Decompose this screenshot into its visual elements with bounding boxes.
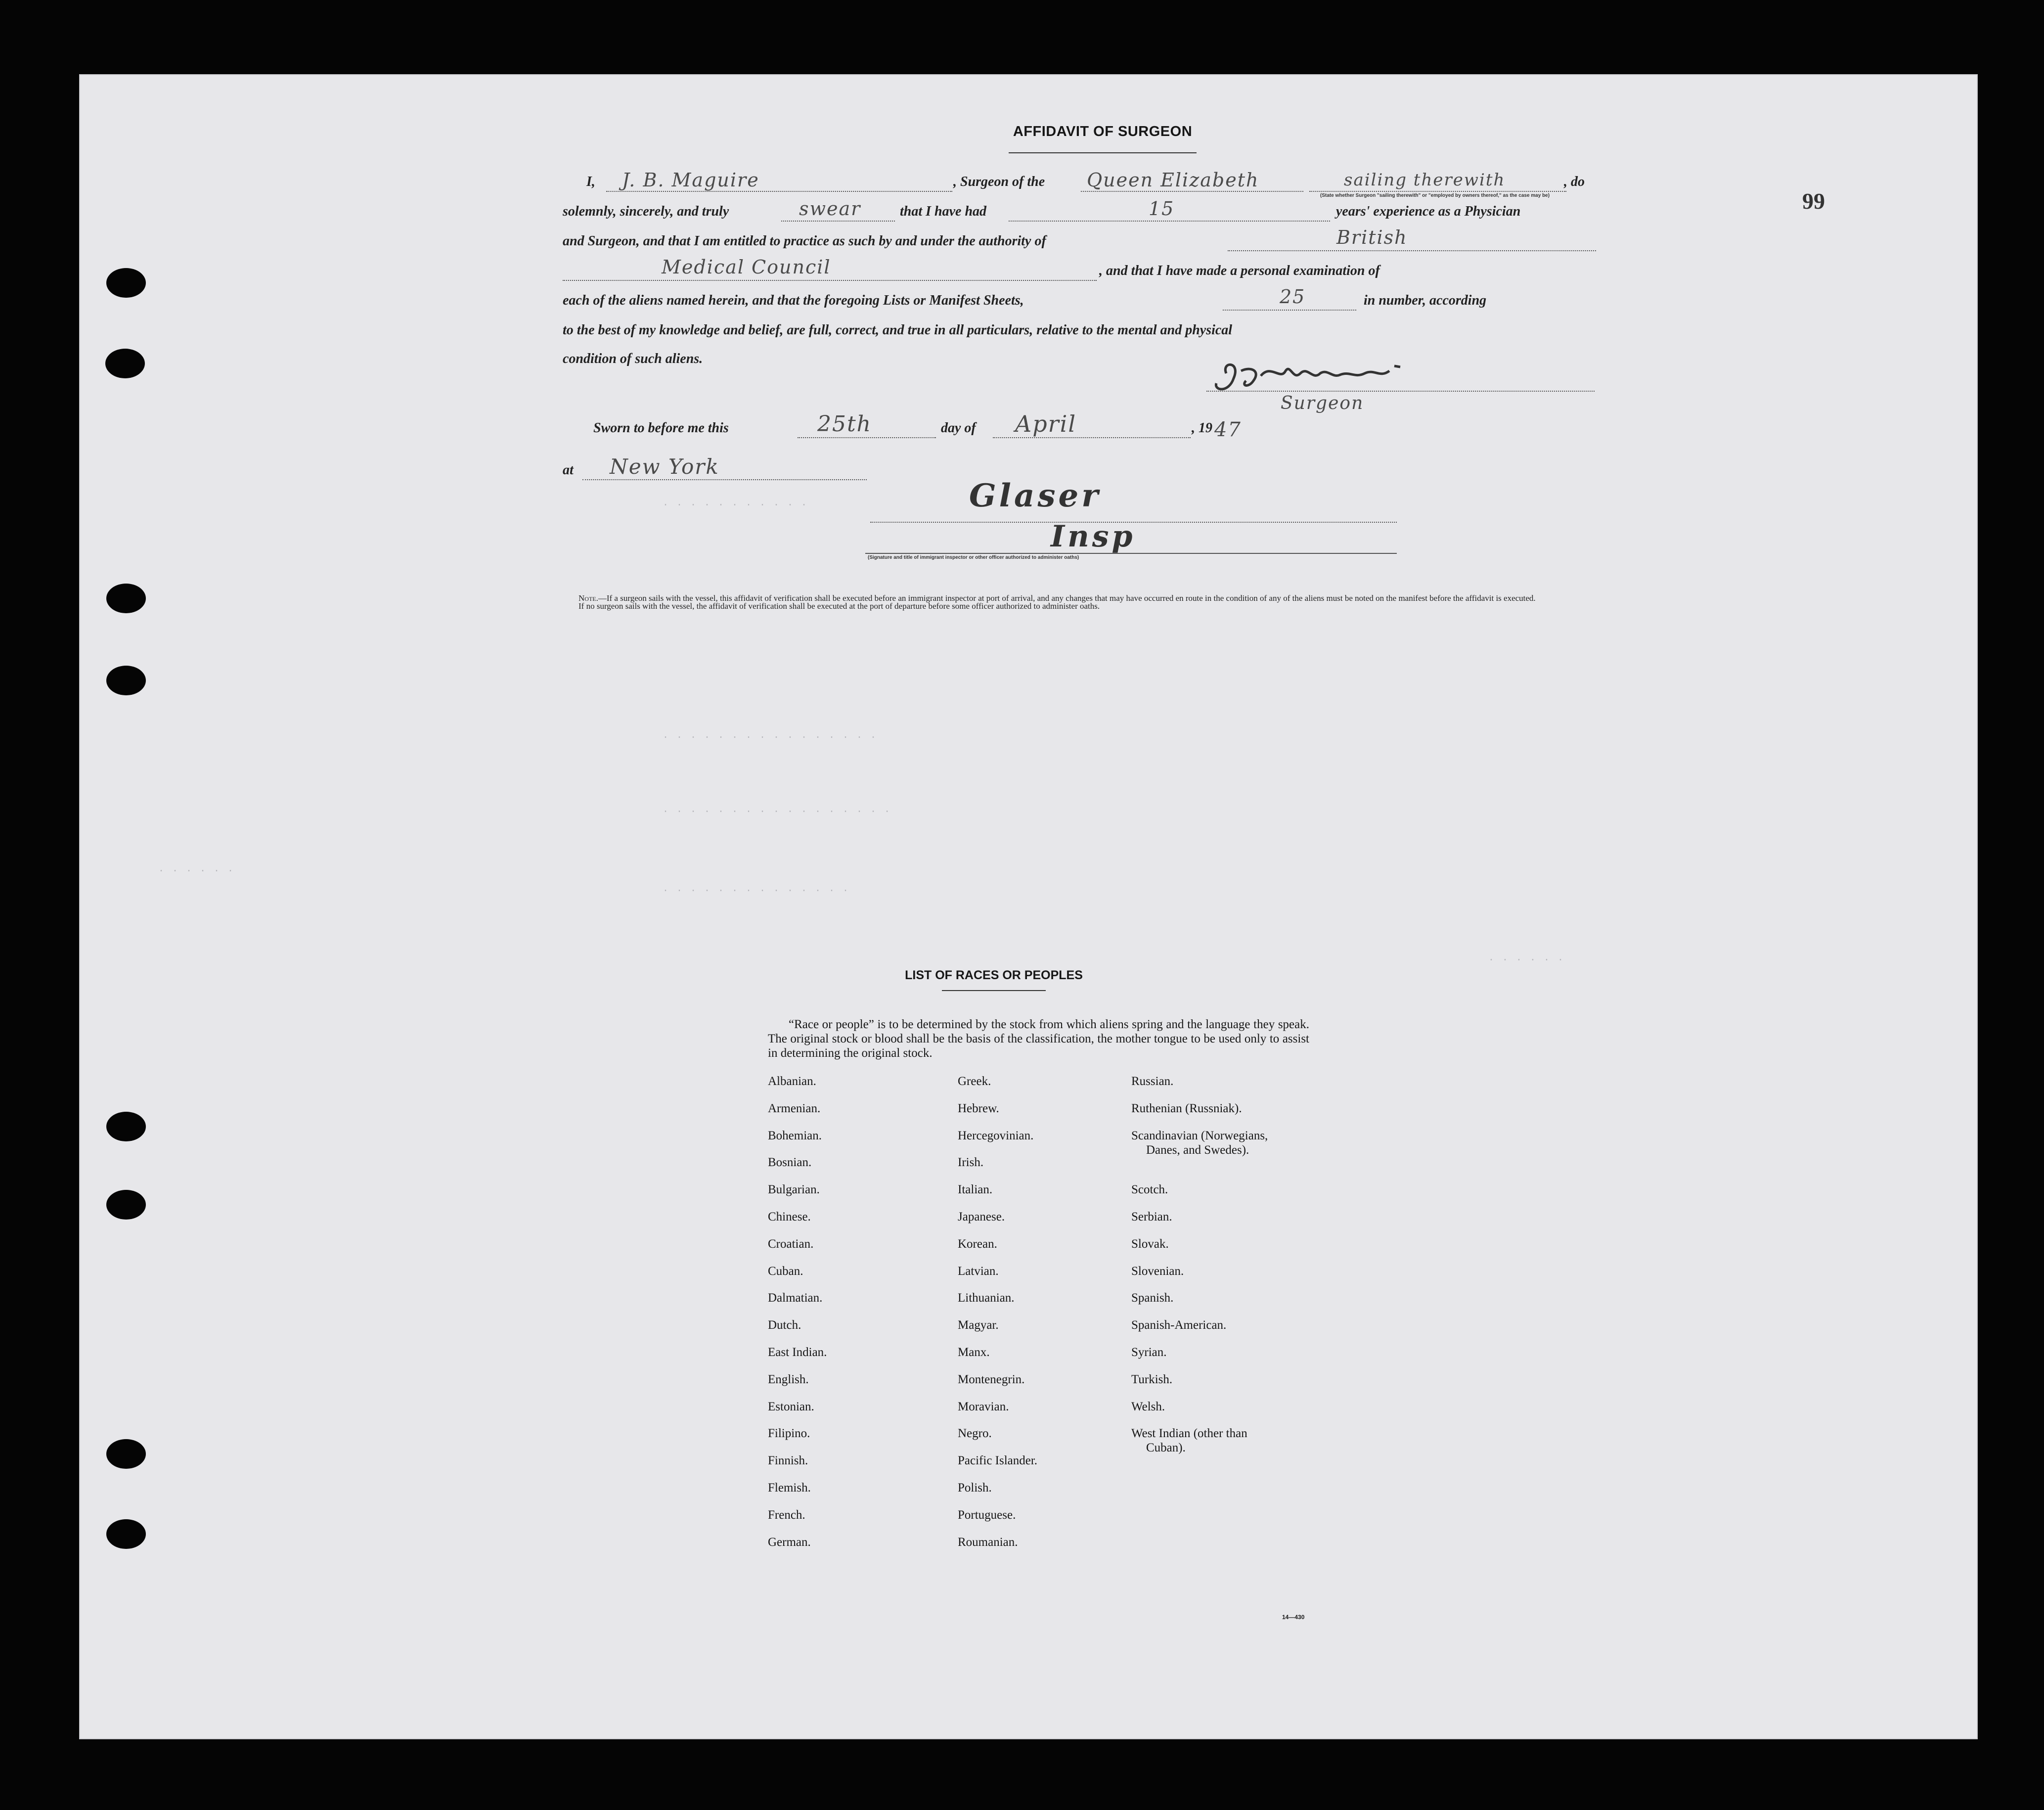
sailing-handwriting: sailing therewith [1344, 170, 1506, 190]
officer-signature-handwriting: Glaser [969, 477, 1101, 514]
bleed-through: · · · · · · [158, 865, 235, 877]
race-item: Albanian. [768, 1075, 816, 1088]
race-item: Japanese. [958, 1210, 1005, 1223]
binder-hole [106, 666, 146, 695]
race-item: West Indian (other than [1131, 1427, 1247, 1441]
race-item: Latvian. [958, 1264, 999, 1278]
race-item: Russian. [1131, 1075, 1174, 1088]
race-item: Serbian. [1131, 1210, 1172, 1223]
race-item: Ruthenian (Russniak). [1131, 1101, 1242, 1115]
small-print-note: (State whether Surgeon "sailing therewith" or "employed by owners thereof," as the case may be) [1320, 193, 1550, 198]
race-item: Irish. [958, 1156, 984, 1170]
race-item: Pacific Islander. [958, 1454, 1038, 1468]
race-item: Finnish. [768, 1454, 808, 1468]
officer-caption: (Signature and title of immigrant inspector or other officer authorized to administer oaths) [868, 555, 1079, 560]
bleed-through: · · · · · · · · · · · [663, 499, 808, 511]
race-item: Magyar. [958, 1318, 999, 1332]
text: Sworn to before me this [593, 420, 729, 436]
race-item: Korean. [958, 1237, 997, 1251]
authority-handwriting: British [1336, 226, 1408, 248]
race-item: Slovenian. [1131, 1264, 1184, 1278]
race-item: Cuban. [768, 1264, 803, 1278]
note-text: —If a surgeon sails with the vessel, this affidavit of verification shall be executed before an immigrant inspector at port of arrival, and any changes that may have occurred en route in the condition of any of the aliens must be noted on the manifest before the affidavit is executed. [598, 593, 1536, 603]
document-page [79, 74, 1978, 1739]
race-item: German. [768, 1535, 811, 1549]
race-item: Dalmatian. [768, 1291, 823, 1305]
race-item: French. [768, 1508, 805, 1522]
text: to the best of my knowledge and belief, are full, correct, and true in all particulars, relative to the mental and physical [563, 322, 1233, 338]
text: , and that I have made a personal examination of [1099, 263, 1380, 278]
sworn-line [563, 410, 1595, 442]
race-item: Bulgarian. [768, 1183, 820, 1197]
ship-name-handwriting: Queen Elizabeth [1087, 169, 1259, 191]
race-item: Filipino. [768, 1427, 810, 1441]
year-handwriting: 47 [1214, 418, 1242, 441]
race-item: Roumanian. [958, 1535, 1018, 1549]
binder-hole [105, 349, 145, 378]
officer-title-handwriting: Insp [1051, 519, 1136, 554]
race-item: Spanish-American. [1131, 1318, 1227, 1332]
race-item: Flemish. [768, 1481, 811, 1494]
race-item: Italian. [958, 1183, 993, 1197]
binder-hole [106, 1112, 146, 1141]
race-item: Hercegovinian. [958, 1129, 1034, 1142]
text: in number, according [1364, 293, 1487, 308]
race-item: Syrian. [1131, 1345, 1167, 1359]
races-column-2 [958, 1075, 1037, 1562]
place-handwriting: New York [610, 454, 719, 479]
races-column-1 [768, 1075, 827, 1562]
bleed-through: · · · · · · · · · · · · · · · · · [663, 806, 891, 817]
races-title: LIST OF RACES OR PEOPLES [905, 968, 1083, 982]
binder-hole [106, 1439, 146, 1469]
race-item: Negro. [958, 1427, 992, 1441]
text: each of the aliens named herein, and that the foregoing Lists or Manifest Sheets, [563, 293, 1024, 308]
bleed-through: · · · · · · [1488, 954, 1565, 966]
officer-signature-line [865, 553, 1397, 554]
bleed-through: · · · · · · · · · · · · · · · · [663, 732, 878, 743]
races-intro: “Race or people” is to be determined by the stock from which aliens spring and the language they speak. The original stock or blood shall be the basis of the classification, the mother tongue to be used only to assist in determining the original stock. [768, 1018, 1309, 1060]
race-item: Portuguese. [958, 1508, 1016, 1522]
note-text: If no surgeon sails with the vessel, the affidavit of verification shall be executed at the port of departure before some officer authorized to administer oaths. [578, 601, 1100, 611]
race-item: Montenegrin. [958, 1372, 1025, 1386]
races-column-3 [1131, 1075, 1268, 1468]
race-item: Scotch. [1131, 1183, 1168, 1197]
text: at [563, 462, 574, 478]
races-rule [942, 990, 1046, 991]
race-item: Croatian. [768, 1237, 814, 1251]
form-number: 14—430 [1282, 1614, 1305, 1621]
bleed-through: · · · · · · · · · · · · · · [663, 885, 850, 897]
signature-line [1206, 391, 1595, 392]
surgeon-label-handwriting: Surgeon [1281, 393, 1364, 413]
race-item: East Indian. [768, 1345, 827, 1359]
affidavit-title: AFFIDAVIT OF SURGEON [1013, 124, 1193, 139]
affidavit-line-5 [563, 286, 1595, 315]
text: , do [1564, 174, 1585, 189]
race-item: Lithuanian. [958, 1291, 1015, 1305]
text: that I have had [900, 204, 987, 219]
race-item: Chinese. [768, 1210, 811, 1223]
authority-handwriting: Medical Council [662, 256, 831, 278]
month-handwriting: April [1015, 410, 1077, 437]
years-handwriting: 15 [1149, 198, 1175, 220]
page-number: 99 [1802, 188, 1825, 214]
race-item: Bosnian. [768, 1156, 812, 1170]
title-rule [1009, 152, 1197, 153]
race-item: English. [768, 1372, 809, 1386]
affidavit-line-4 [563, 256, 1595, 285]
race-item: Slovak. [1131, 1237, 1169, 1251]
race-item: Bohemian. [768, 1129, 822, 1142]
affidavit-line-3 [563, 226, 1595, 255]
race-item: Polish. [958, 1481, 992, 1494]
text: condition of such aliens. [563, 351, 703, 366]
affidavit-line-6 [563, 322, 1595, 344]
race-item: Hebrew. [958, 1101, 999, 1115]
binder-hole [106, 584, 146, 613]
text: I, [586, 174, 595, 189]
race-item: Dutch. [768, 1318, 801, 1332]
text: and Surgeon, and that I am entitled to practice as such by and under the authority of [563, 233, 1046, 249]
binder-hole [106, 1190, 146, 1220]
race-item: Scandinavian (Norwegians, [1131, 1129, 1268, 1142]
text: , Surgeon of the [953, 174, 1045, 189]
text: , 19 [1192, 420, 1212, 436]
race-item: Estonian. [768, 1400, 814, 1413]
binder-hole [106, 1519, 146, 1549]
surgeon-name-handwriting: J. B. Maguire [622, 169, 759, 191]
note-block [544, 594, 1595, 610]
race-item: Welsh. [1131, 1400, 1165, 1413]
note-label: Note. [578, 593, 598, 603]
sheet-count-handwriting: 25 [1280, 286, 1306, 308]
affidavit-line-2 [563, 198, 1595, 226]
text: years' experience as a Physician [1336, 204, 1521, 219]
text: solemnly, sincerely, and truly [563, 204, 729, 219]
text: day of [941, 420, 976, 436]
fill-line [1228, 233, 1596, 251]
race-item: Turkish. [1131, 1372, 1173, 1386]
race-item: Moravian. [958, 1400, 1009, 1413]
race-item: Cuban). [1146, 1441, 1186, 1455]
day-handwriting: 25th [817, 411, 872, 437]
race-item: Armenian. [768, 1101, 821, 1115]
race-item: Spanish. [1131, 1291, 1174, 1305]
race-item: Danes, and Swedes). [1146, 1143, 1249, 1157]
oath-handwriting: swear [799, 198, 861, 220]
binder-hole [106, 268, 146, 298]
race-item: Greek. [958, 1075, 991, 1088]
race-item: Manx. [958, 1345, 990, 1359]
